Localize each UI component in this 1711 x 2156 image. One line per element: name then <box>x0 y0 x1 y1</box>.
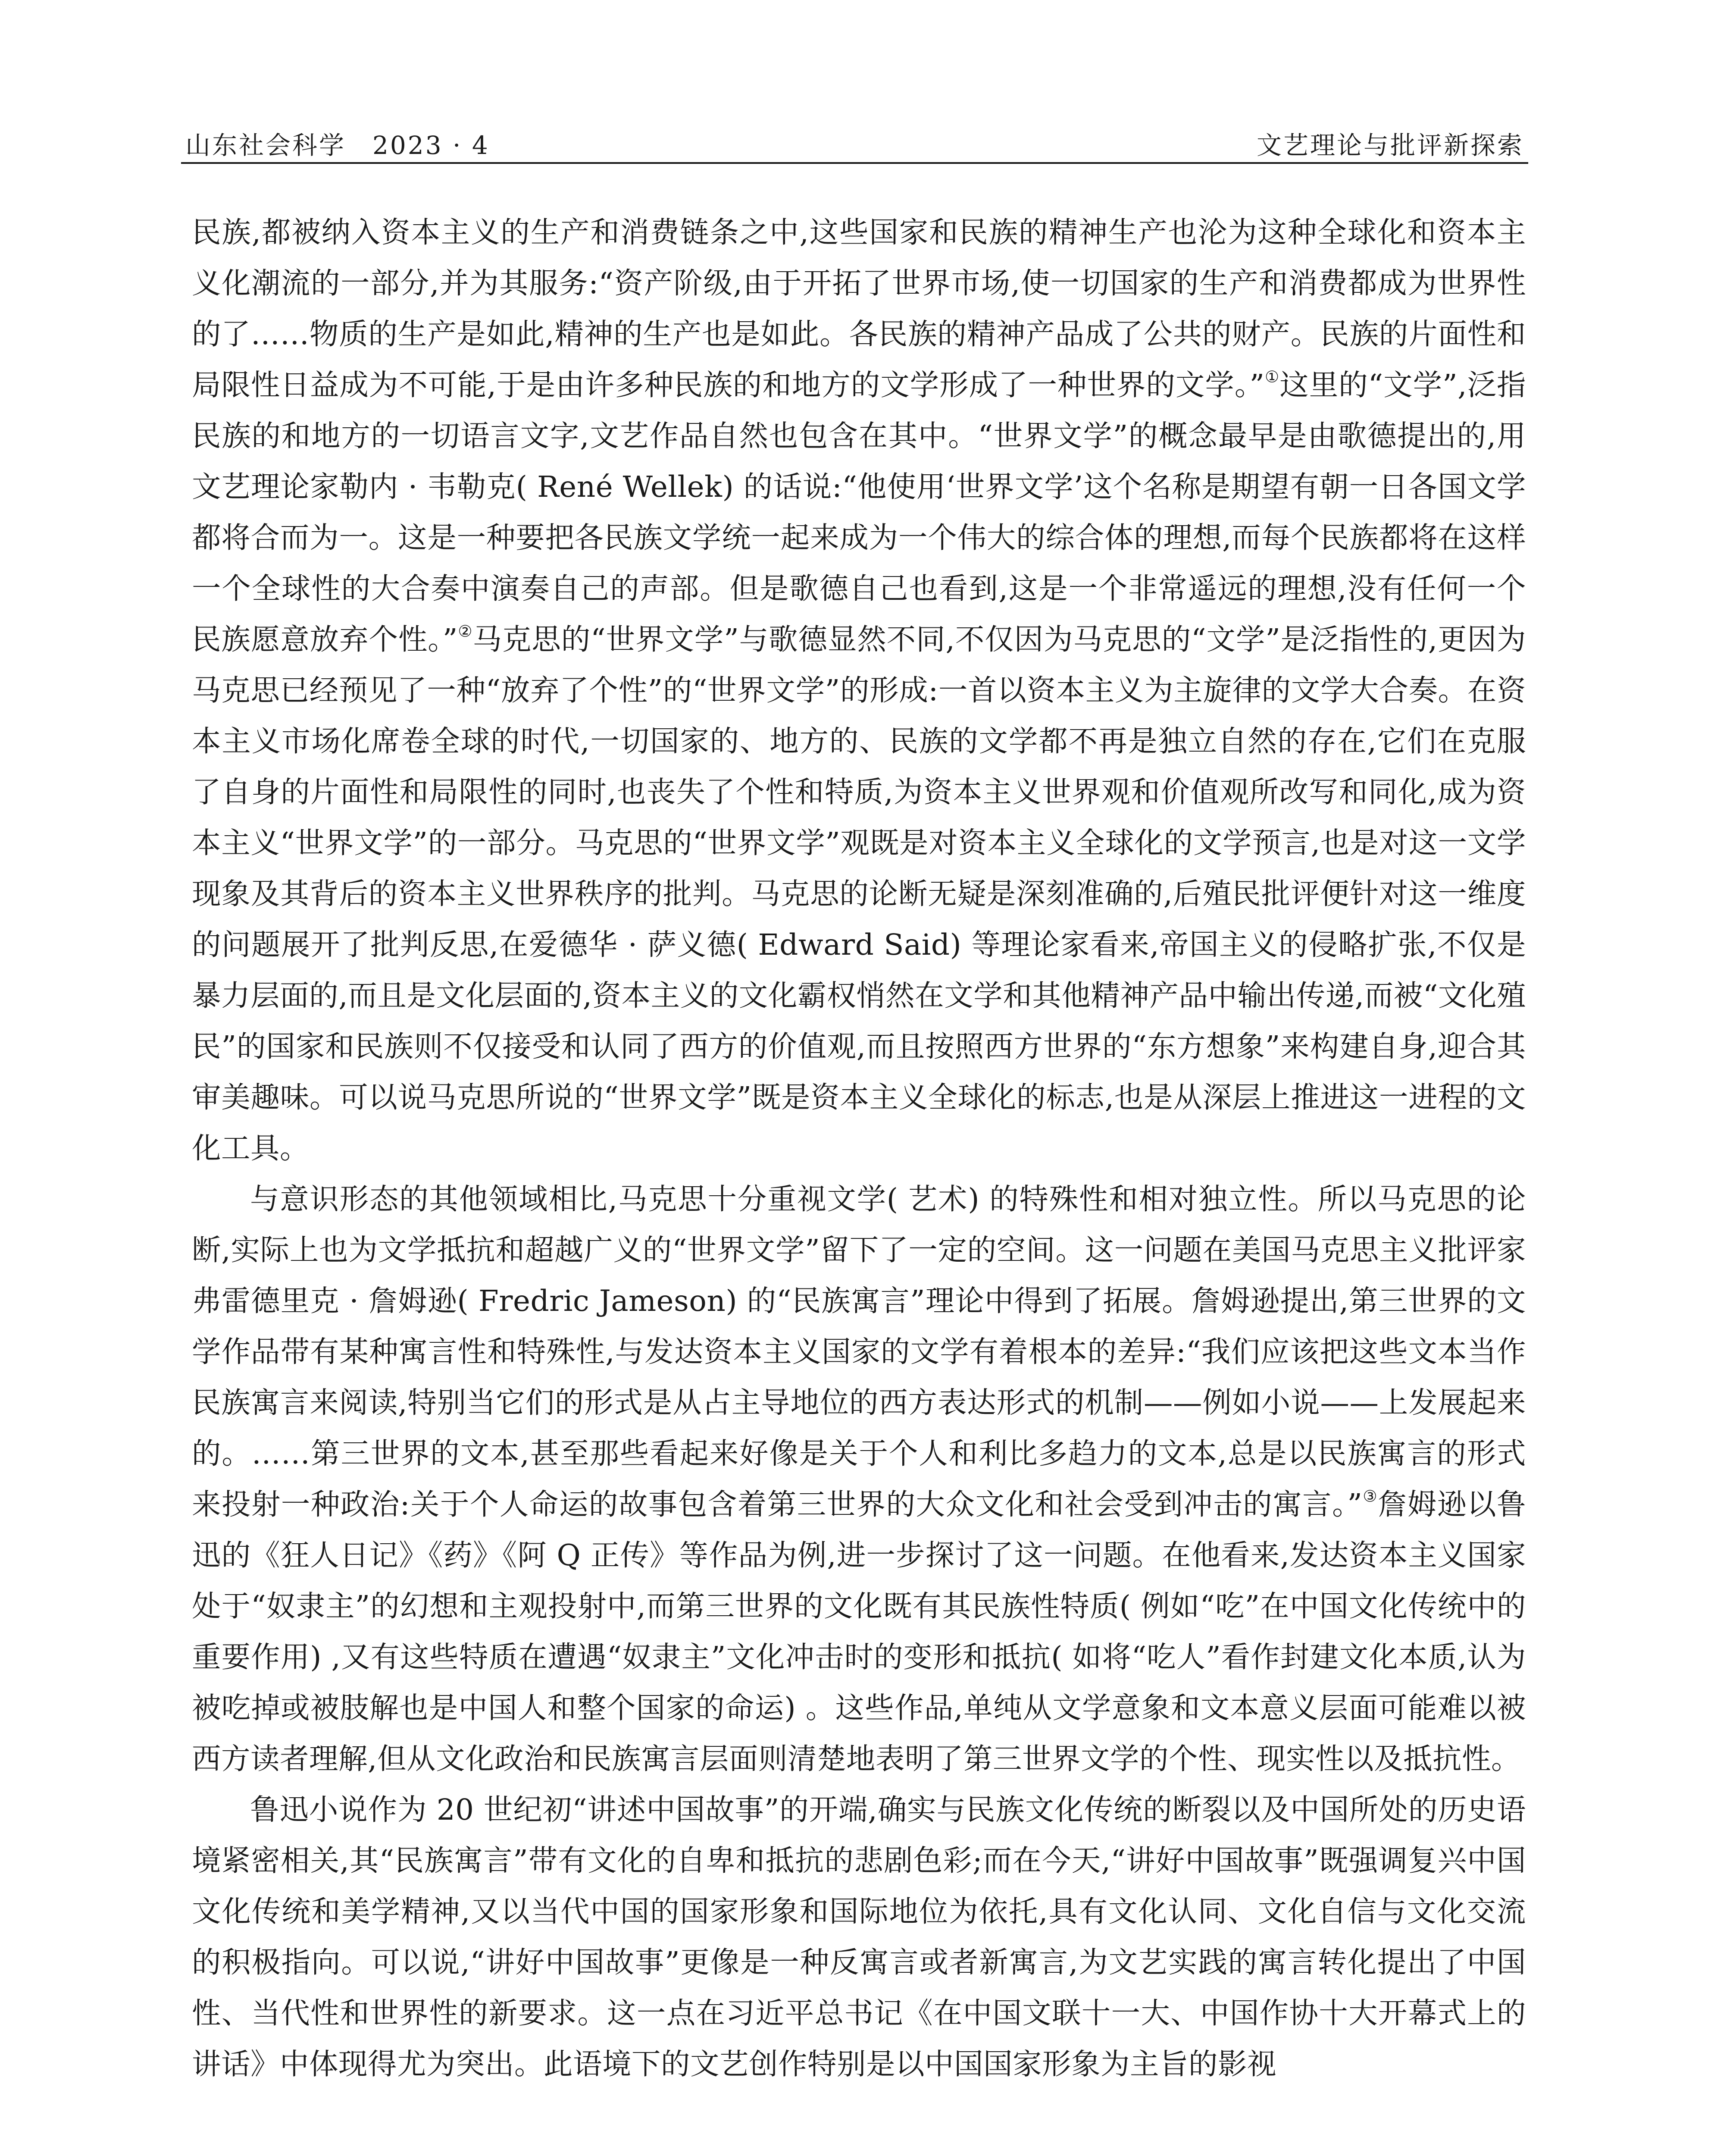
running-header <box>181 116 1528 164</box>
header-rule <box>181 162 1528 164</box>
text-run: 民族,都被纳入资本主义的生产和消费链条之中,这些国家和民族的精神生产也沦为这种全球化和资本主义化潮流的一部分,并为其服务:“资产阶级,由于开拓了世界市场,使一切国家的生产和消费都成为世界性的了……物质的生产是如此,精神的生产也是如此。各民族的精神产品成了公共的财产。民族的片面性和局限性日益成为不可能,于是由许多种民族的和地方的文学形成了一种世界的文学。” <box>192 215 1526 402</box>
paragraph <box>192 1784 1526 2090</box>
text-run: 与意识形态的其他领域相比,马克思十分重视文学( 艺术) 的特殊性和相对独立性。所以马克思的论断,实际上也为文学抵抗和超越广义的“世界文学”留下了一定的空间。这一问题在美国马克思主义批评家弗雷德里克 · 詹姆逊( Fredric Jameson) 的“民族寓言”理论中得到了拓展。詹姆逊提出,第三世界的文学作品带有某种寓言性和特殊性,与发达资本主义国家的文学有着根本的差异:“我们应该把这些文本当作民族寓言来阅读,特别当它们的形式是从占主导地位的西方表达形式的机制——例如小说——上发展起来的。……第三世界的文本,甚至那些看起来好像是关于个人和利比多趋力的文本,总是以民族寓言的形式来投射一种政治:关于个人命运的故事包含着第三世界的大众文化和社会受到冲击的寓言。” <box>192 1182 1526 1521</box>
paragraph <box>192 1174 1526 1784</box>
text-run: 这里的“文学”,泛指民族的和地方的一切语言文字,文艺作品自然也包含在其中。“世界文学”的概念最早是由歌德提出的,用文艺理论家勒内 · 韦勒克( René Wellek) 的话说:“他使用‘世界文学’这个名称是期望有朝一日各国文学都将合而为一。这是一种要把各民族文学统一起来成为一个伟大的综合体的理想,而每个民族都将在这样一个全球性的大合奏中演奏自己的声部。但是歌德自己也看到,这是一个非常遥远的理想,没有任何一个民族愿意放弃个性。” <box>192 368 1526 656</box>
column-title: 文艺理论与批评新探索 <box>1256 131 1524 160</box>
article-body <box>192 207 1526 2090</box>
footnote-ref: ③ <box>1362 1487 1378 1506</box>
footnote-ref: ① <box>1264 367 1280 386</box>
text-run: 詹姆逊以鲁迅的《狂人日记》《药》《阿 Q 正传》等作品为例,进一步探讨了这一问题。在他看来,发达资本主义国家处于“奴隶主”的幻想和主观投射中,而第三世界的文化既有其民族性特质( 例如“吃”在中国文化传统中的重要作用) ,又有这些特质在遭遇“奴隶主”文化冲击时的变形和抵抗( 如将“吃人”看作封建文化本质,认为被吃掉或被肢解也是中国人和整个国家的命运) 。这些作品,单纯从文学意象和文本意义层面可能难以被西方读者理解,但从文化政治和民族寓言层面则清楚地表明了第三世界文学的个性、现实性以及抵抗性。 <box>192 1487 1526 1776</box>
journal-issue: 山东社会科学 2023 · 4 <box>185 131 490 160</box>
footnote-ref: ② <box>457 622 473 641</box>
text-run: 马克思的“世界文学”与歌德显然不同,不仅因为马克思的“文学”是泛指性的,更因为马克思已经预见了一种“放弃了个性”的“世界文学”的形成:一首以资本主义为主旋律的文学大合奏。在资本主义市场化席卷全球的时代,一切国家的、地方的、民族的文学都不再是独立自然的存在,它们在克服了自身的片面性和局限性的同时,也丧失了个性和特质,为资本主义世界观和价值观所改写和同化,成为资本主义“世界文学”的一部分。马克思的“世界文学”观既是对资本主义全球化的文学预言,也是对这一文学现象及其背后的资本主义世界秩序的批判。马克思的论断无疑是深刻准确的,后殖民批评便针对这一维度的问题展开了批判反思,在爱德华 · 萨义德( Edward Said) 等理论家看来,帝国主义的侵略扩张,不仅是暴力层面的,而且是文化层面的,资本主义的文化霸权悄然在文学和其他精神产品中输出传递,而被“文化殖民”的国家和民族则不仅接受和认同了西方的价值观,而且按照西方世界的“东方想象”来构建自身,迎合其审美趣味。可以说马克思所说的“世界文学”既是资本主义全球化的标志,也是从深层上推进这一进程的文化工具。 <box>192 622 1526 1165</box>
text-run: 鲁迅小说作为 20 世纪初“讲述中国故事”的开端,确实与民族文化传统的断裂以及中国所处的历史语境紧密相关,其“民族寓言”带有文化的自卑和抵抗的悲剧色彩;而在今天,“讲好中国故事”既强调复兴中国文化传统和美学精神,又以当代中国的国家形象和国际地位为依托,具有文化认同、文化自信与文化交流的积极指向。可以说,“讲好中国故事”更像是一种反寓言或者新寓言,为文艺实践的寓言转化提出了中国性、当代性和世界性的新要求。这一点在习近平总书记《在中国文联十一大、中国作协十大开幕式上的讲话》中体现得尤为突出。此语境下的文艺创作特别是以中国国家形象为主旨的影视 <box>192 1792 1526 2081</box>
paragraph <box>192 207 1526 1174</box>
